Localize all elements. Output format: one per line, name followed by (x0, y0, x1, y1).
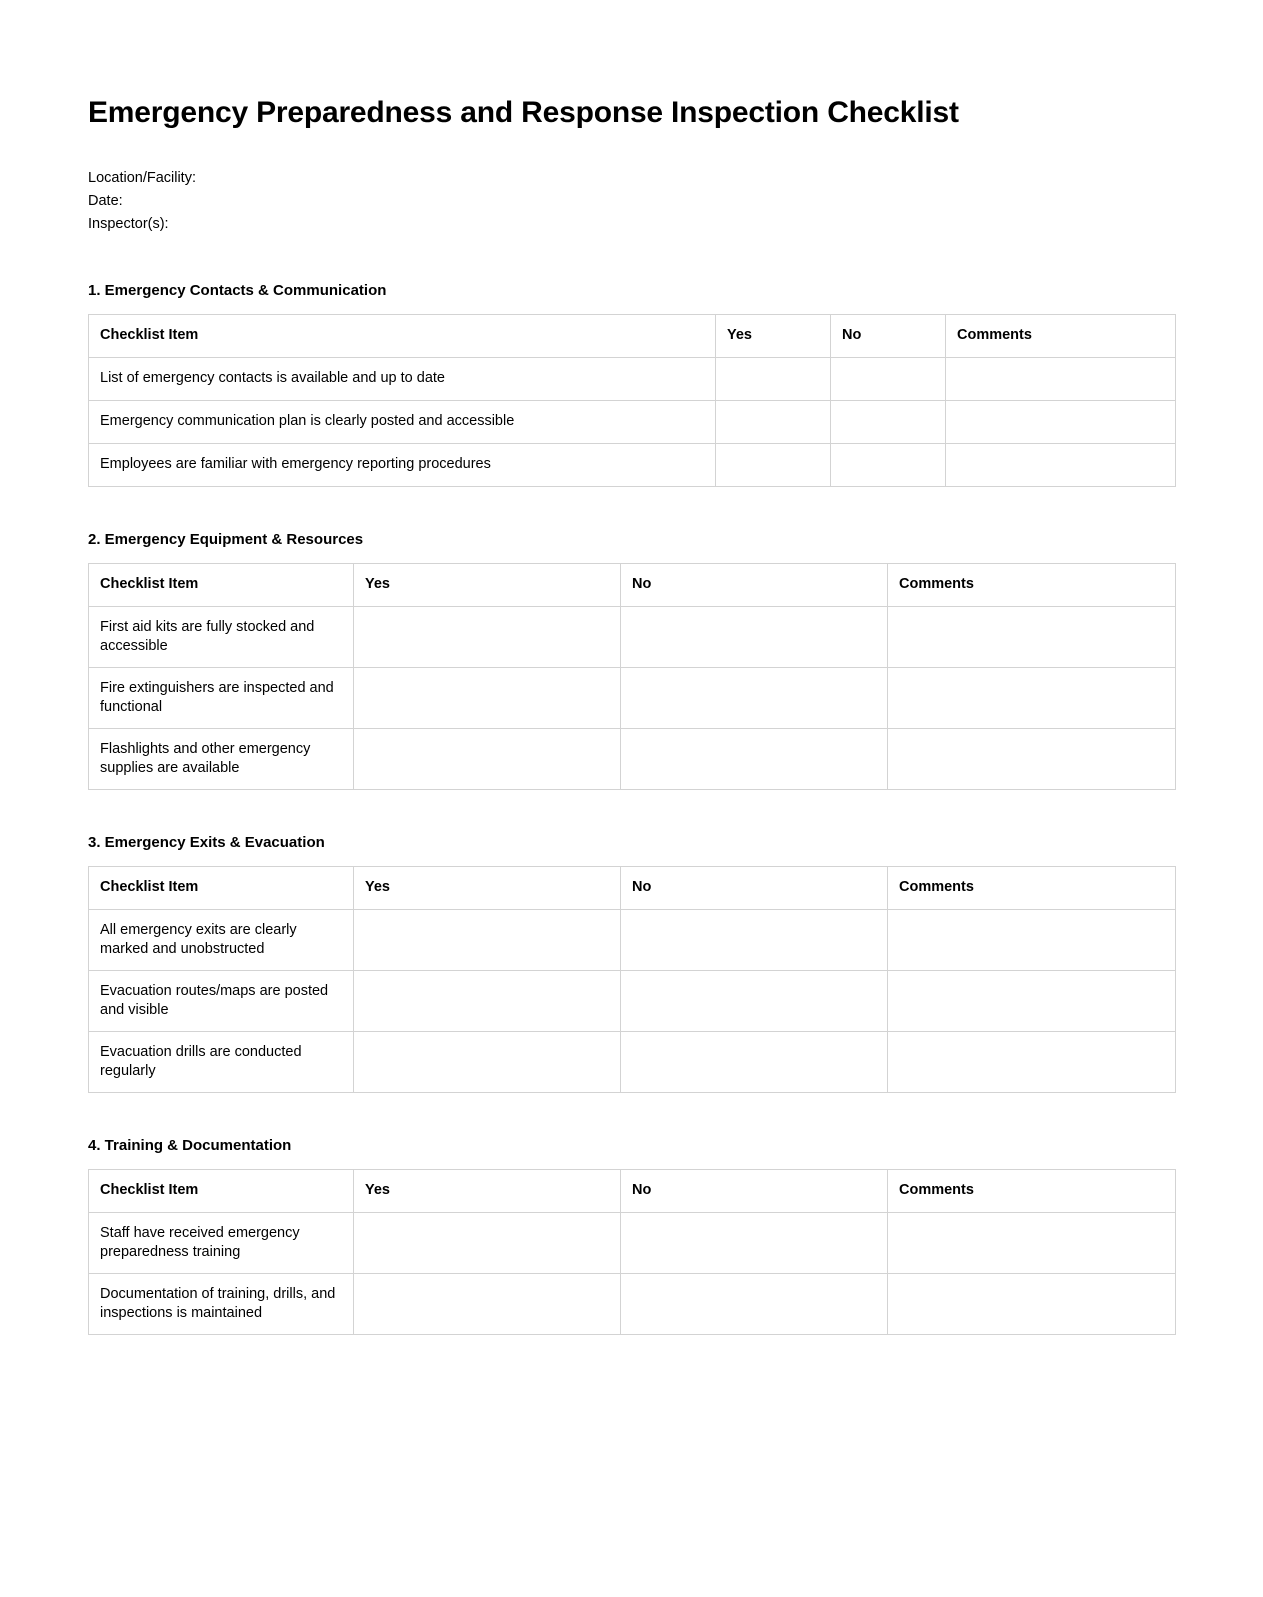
column-header-item: Checklist Item (89, 1169, 354, 1212)
table-row (89, 970, 1176, 1031)
column-header-comments: Comments (888, 563, 1176, 606)
table-row (89, 1212, 1176, 1273)
section-emergency-exits-evacuation (88, 834, 1175, 1093)
section-emergency-equipment-resources (88, 531, 1175, 790)
comments-cell[interactable] (946, 357, 1176, 400)
column-header-comments: Comments (946, 314, 1176, 357)
checklist-table (88, 1169, 1176, 1335)
meta-field-inspector: Inspector(s): (88, 215, 169, 232)
no-cell[interactable] (621, 606, 888, 667)
yes-cell[interactable] (354, 728, 621, 789)
document-meta-fields (88, 167, 1175, 236)
section-heading: 2. Emergency Equipment & Resources (88, 530, 364, 548)
table-header-row (89, 314, 1176, 357)
comments-cell[interactable] (888, 728, 1176, 789)
checklist-item-text: List of emergency contacts is available and up to date (89, 357, 716, 400)
yes-cell[interactable] (716, 443, 831, 486)
no-cell[interactable] (831, 400, 946, 443)
comments-cell[interactable] (888, 1031, 1176, 1092)
column-header-yes: Yes (354, 1169, 621, 1212)
yes-cell[interactable] (716, 400, 831, 443)
table-row (89, 667, 1176, 728)
checklist-item-text: All emergency exits are clearly marked and unobstructed (89, 909, 354, 970)
comments-cell[interactable] (946, 443, 1176, 486)
checklist-table (88, 314, 1176, 487)
no-cell[interactable] (621, 909, 888, 970)
comments-cell[interactable] (888, 1273, 1176, 1334)
yes-cell[interactable] (354, 606, 621, 667)
column-header-item: Checklist Item (89, 314, 716, 357)
table-row (89, 357, 1176, 400)
yes-cell[interactable] (354, 1273, 621, 1334)
section-training-documentation (88, 1137, 1175, 1335)
table-row (89, 1273, 1176, 1334)
no-cell[interactable] (831, 443, 946, 486)
table-header-row (89, 1169, 1176, 1212)
comments-cell[interactable] (946, 400, 1176, 443)
meta-field-location: Location/Facility: (88, 169, 196, 186)
section-heading: 3. Emergency Exits & Evacuation (88, 833, 325, 851)
section-emergency-contacts-communication (88, 282, 1175, 487)
column-header-no: No (621, 563, 888, 606)
column-header-comments: Comments (888, 866, 1176, 909)
yes-cell[interactable] (354, 970, 621, 1031)
column-header-no: No (831, 314, 946, 357)
checklist-item-text: Employees are familiar with emergency reporting procedures (89, 443, 716, 486)
no-cell[interactable] (621, 1031, 888, 1092)
comments-cell[interactable] (888, 1212, 1176, 1273)
no-cell[interactable] (621, 667, 888, 728)
column-header-yes: Yes (354, 866, 621, 909)
table-header-row (89, 563, 1176, 606)
checklist-item-text: First aid kits are fully stocked and accessible (89, 606, 354, 667)
table-header-row (89, 866, 1176, 909)
column-header-comments: Comments (888, 1169, 1176, 1212)
column-header-yes: Yes (354, 563, 621, 606)
table-row (89, 909, 1176, 970)
comments-cell[interactable] (888, 606, 1176, 667)
no-cell[interactable] (621, 970, 888, 1031)
column-header-yes: Yes (716, 314, 831, 357)
column-header-no: No (621, 866, 888, 909)
yes-cell[interactable] (354, 909, 621, 970)
section-heading: 1. Emergency Contacts & Communication (88, 281, 387, 299)
column-header-item: Checklist Item (89, 866, 354, 909)
checklist-item-text: Evacuation routes/maps are posted and visible (89, 970, 354, 1031)
comments-cell[interactable] (888, 909, 1176, 970)
column-header-item: Checklist Item (89, 563, 354, 606)
no-cell[interactable] (621, 728, 888, 789)
table-row (89, 728, 1176, 789)
checklist-item-text: Staff have received emergency preparedness training (89, 1212, 354, 1273)
checklist-table (88, 563, 1176, 790)
column-header-no: No (621, 1169, 888, 1212)
checklist-item-text: Flashlights and other emergency supplies are available (89, 728, 354, 789)
yes-cell[interactable] (354, 1212, 621, 1273)
comments-cell[interactable] (888, 970, 1176, 1031)
checklist-table (88, 866, 1176, 1093)
yes-cell[interactable] (354, 1031, 621, 1092)
table-row (89, 1031, 1176, 1092)
checklist-item-text: Fire extinguishers are inspected and functional (89, 667, 354, 728)
no-cell[interactable] (831, 357, 946, 400)
no-cell[interactable] (621, 1212, 888, 1273)
table-row (89, 443, 1176, 486)
checklist-item-text: Emergency communication plan is clearly posted and accessible (89, 400, 716, 443)
no-cell[interactable] (621, 1273, 888, 1334)
page-title: Emergency Preparedness and Response Inspection Checklist (88, 96, 959, 129)
comments-cell[interactable] (888, 667, 1176, 728)
table-row (89, 606, 1176, 667)
checklist-item-text: Evacuation drills are conducted regularly (89, 1031, 354, 1092)
table-row (89, 400, 1176, 443)
yes-cell[interactable] (354, 667, 621, 728)
section-heading: 4. Training & Documentation (88, 1136, 292, 1154)
checklist-item-text: Documentation of training, drills, and inspections is maintained (89, 1273, 354, 1334)
meta-field-date: Date: (88, 192, 123, 209)
yes-cell[interactable] (716, 357, 831, 400)
